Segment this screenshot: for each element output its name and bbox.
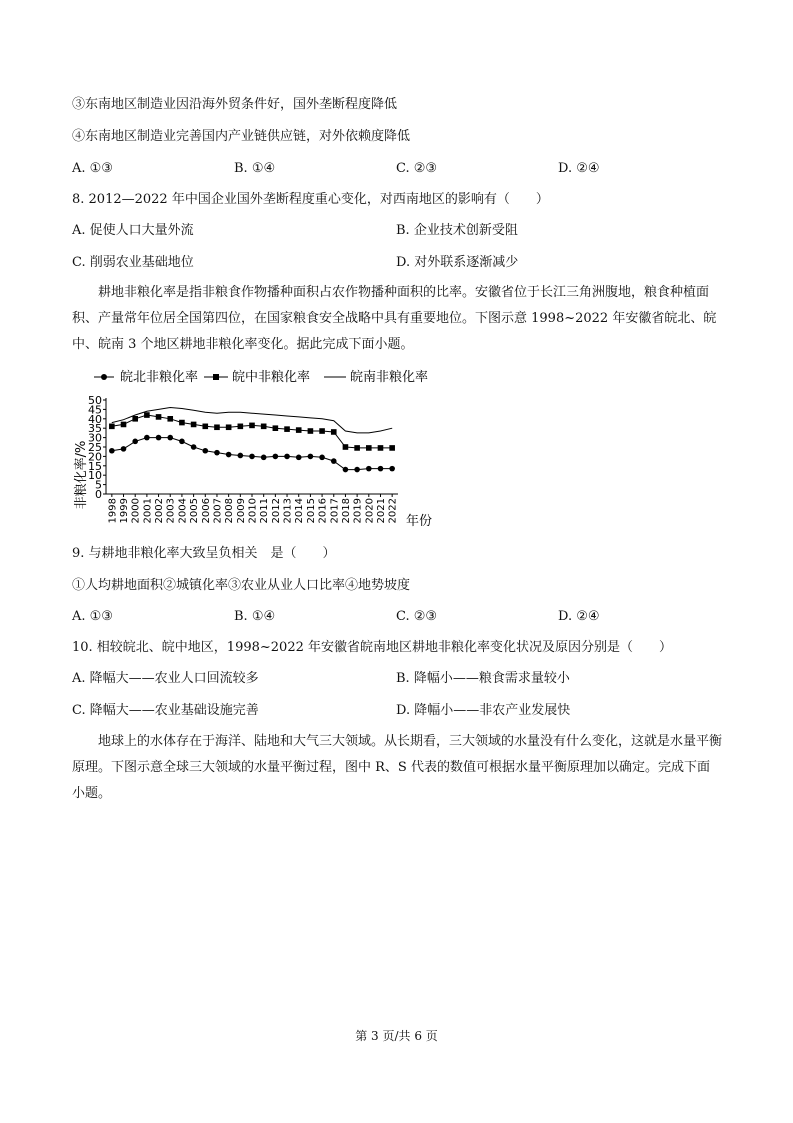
x-tick-label: 2004 — [177, 498, 189, 524]
q9-stem: 9. 与耕地非粮化率大致呈负相关 是（ ） — [72, 546, 336, 561]
series-line-3 — [112, 408, 392, 433]
data-point-circle — [249, 454, 255, 460]
y-tick-label: 10 — [88, 469, 102, 483]
q9-option-a: A. ①③ — [72, 609, 113, 624]
data-point-circle — [121, 446, 127, 452]
q10-option-a: A. 降幅大——农业人口回流较多 — [72, 671, 259, 686]
data-point-square — [343, 444, 349, 450]
data-point-circle — [202, 448, 208, 454]
x-tick-label: 2009 — [235, 498, 247, 524]
data-point-square — [296, 427, 302, 433]
q7-option-d: D. ②④ — [558, 161, 600, 176]
data-point-square — [121, 422, 127, 428]
x-tick-label: 1999 — [119, 498, 131, 524]
page-footer: 第 3 页/共 6 页 — [355, 1029, 438, 1043]
q8-stem: 8. 2012—2022 年中国企业国外垄断程度重心变化，对西南地区的影响有（ ） — [72, 192, 549, 207]
x-tick-label: 2005 — [189, 498, 201, 524]
x-tick-label: 2002 — [154, 498, 166, 524]
data-point-square — [132, 416, 138, 422]
material-paragraph-water-balance: 地球上的水体存在于海洋、陆地和大气三大领域。从长期看，三大领域的水量没有什么变化，这就是水量平衡原理。下图示意全球三大领域的水量平衡过程，图中 R、S 代表的数值可根据水量平衡原理加以确定。完成下面小题。 — [72, 734, 723, 801]
data-point-square — [319, 428, 325, 434]
x-tick-label: 2008 — [224, 498, 236, 524]
data-point-circle — [319, 455, 325, 461]
y-tick-label: 0 — [95, 488, 102, 501]
q7-statement-4: ④东南地区制造业完善国内产业链供应链，对外依赖度降低 — [72, 129, 411, 144]
x-tick-label: 2014 — [294, 498, 306, 524]
data-point-circle — [273, 454, 279, 460]
x-tick-label: 2012 — [270, 498, 282, 524]
x-tick-label: 2020 — [364, 498, 376, 524]
data-point-square — [238, 424, 244, 430]
x-tick-label: 2007 — [212, 498, 224, 524]
data-point-circle — [354, 467, 360, 473]
data-point-circle — [261, 455, 267, 461]
y-tick-label: 30 — [88, 431, 102, 445]
q7-option-a: A. ①③ — [72, 161, 113, 176]
x-tick-label: 2019 — [352, 498, 364, 524]
data-point-circle — [179, 439, 185, 445]
data-point-circle — [284, 454, 290, 460]
y-tick-label: 35 — [88, 422, 102, 436]
legend-label-central: 皖中非粮化率 — [232, 370, 311, 385]
x-tick-label: 2021 — [375, 498, 387, 524]
data-point-square — [226, 424, 232, 430]
data-point-circle — [389, 466, 395, 472]
x-tick-label: 2006 — [200, 498, 212, 524]
data-point-circle — [308, 454, 314, 460]
x-tick-label: 2016 — [317, 498, 329, 524]
y-tick-label: 5 — [95, 478, 102, 492]
data-point-square — [261, 424, 267, 430]
data-point-square — [156, 414, 162, 420]
y-tick-label: 25 — [88, 441, 102, 454]
legend-marker-square — [213, 374, 219, 380]
q9-items: ①人均耕地面积②城镇化率③农业从业人口比率④地势坡度 — [72, 578, 411, 593]
data-point-square — [191, 422, 197, 428]
x-tick-label: 1998 — [107, 498, 119, 524]
q7-option-c: C. ②③ — [396, 161, 438, 176]
q10-option-d: D. 降幅小——非农产业发展快 — [396, 703, 571, 718]
x-tick-label: 2013 — [282, 498, 294, 524]
data-point-circle — [214, 450, 220, 456]
y-tick-label: 45 — [88, 403, 102, 417]
legend-marker-circle — [101, 374, 107, 380]
data-point-square — [308, 428, 314, 434]
chart-legend — [94, 369, 428, 385]
non-grain-rate-line-chart — [72, 365, 472, 535]
x-tick-label: 2018 — [340, 498, 352, 524]
q10-option-b: B. 降幅小——粮食需求量较小 — [396, 671, 570, 686]
q7-statement-3: ③东南地区制造业因沿海外贸条件好，国外垄断程度降低 — [72, 97, 398, 112]
data-point-square — [389, 445, 395, 451]
x-tick-label: 2003 — [165, 498, 177, 524]
data-point-circle — [296, 455, 302, 461]
x-tick-label: 2015 — [305, 498, 317, 524]
data-point-square — [109, 424, 115, 430]
data-point-circle — [191, 444, 197, 450]
data-point-square — [167, 416, 173, 422]
data-point-circle — [378, 466, 384, 472]
q7-option-b: B. ①④ — [234, 161, 276, 176]
q9-option-b: B. ①④ — [234, 609, 276, 624]
data-point-circle — [156, 435, 162, 441]
x-tick-label: 2017 — [329, 498, 341, 524]
y-tick-label: 40 — [88, 412, 102, 426]
data-point-square — [366, 445, 372, 451]
data-point-square — [354, 445, 360, 451]
legend-label-north: 皖北非粮化率 — [120, 370, 199, 385]
legend-label-south: 皖南非粮化率 — [350, 370, 429, 385]
y-tick-label: 20 — [88, 450, 102, 464]
q8-option-d: D. 对外联系逐渐减少 — [396, 255, 519, 270]
y-axis-label: 非粮化率/% — [74, 440, 89, 510]
x-tick-label: 2011 — [259, 498, 271, 524]
data-point-circle — [343, 467, 349, 473]
data-point-circle — [167, 435, 173, 441]
x-tick-label: 2001 — [142, 498, 154, 524]
y-tick-label: 50 — [88, 394, 102, 407]
data-point-circle — [331, 458, 337, 464]
material-paragraph-cropland: 耕地非粮化率是指非粮食作物播种面积占农作物播种面积的比率。安徽省位于长江三角洲腹地，粮食种植面积、产量常年位居全国第四位，在国家粮食安全战略中具有重要地位。下图示意 1998~2022 年安徽省皖北、皖中、皖南 3 个地区耕地非粮化率变化。据此完成下面小题。 — [72, 285, 717, 352]
q9-option-c: C. ②③ — [396, 609, 438, 624]
data-point-circle — [226, 452, 232, 458]
data-point-square — [273, 425, 279, 431]
data-point-circle — [132, 439, 138, 445]
data-point-square — [202, 424, 208, 430]
data-point-circle — [366, 466, 372, 472]
x-axis-label: 年份 — [406, 514, 433, 529]
q10-stem: 10. 相较皖北、皖中地区，1998~2022 年安徽省皖南地区耕地非粮化率变化状况及原因分别是（ ） — [72, 640, 673, 655]
data-point-square — [214, 424, 220, 430]
data-point-circle — [109, 448, 115, 454]
data-point-square — [284, 426, 290, 432]
y-tick-label: 15 — [88, 459, 102, 473]
q10-option-c: C. 降幅大——农业基础设施完善 — [72, 703, 259, 718]
data-point-circle — [144, 435, 150, 441]
data-point-square — [144, 412, 150, 418]
q8-option-c: C. 削弱农业基础地位 — [72, 255, 194, 270]
x-tick-label: 2022 — [387, 498, 399, 524]
data-point-square — [331, 429, 337, 435]
data-point-square — [179, 420, 185, 426]
data-point-circle — [238, 453, 244, 459]
q9-option-d: D. ②④ — [558, 609, 600, 624]
q8-option-b: B. 企业技术创新受阻 — [396, 223, 518, 238]
data-point-square — [378, 445, 384, 451]
data-point-square — [249, 423, 255, 429]
x-tick-label: 2000 — [130, 498, 142, 524]
q8-option-a: A. 促使人口大量外流 — [72, 223, 194, 238]
x-tick-label: 2010 — [247, 498, 259, 524]
